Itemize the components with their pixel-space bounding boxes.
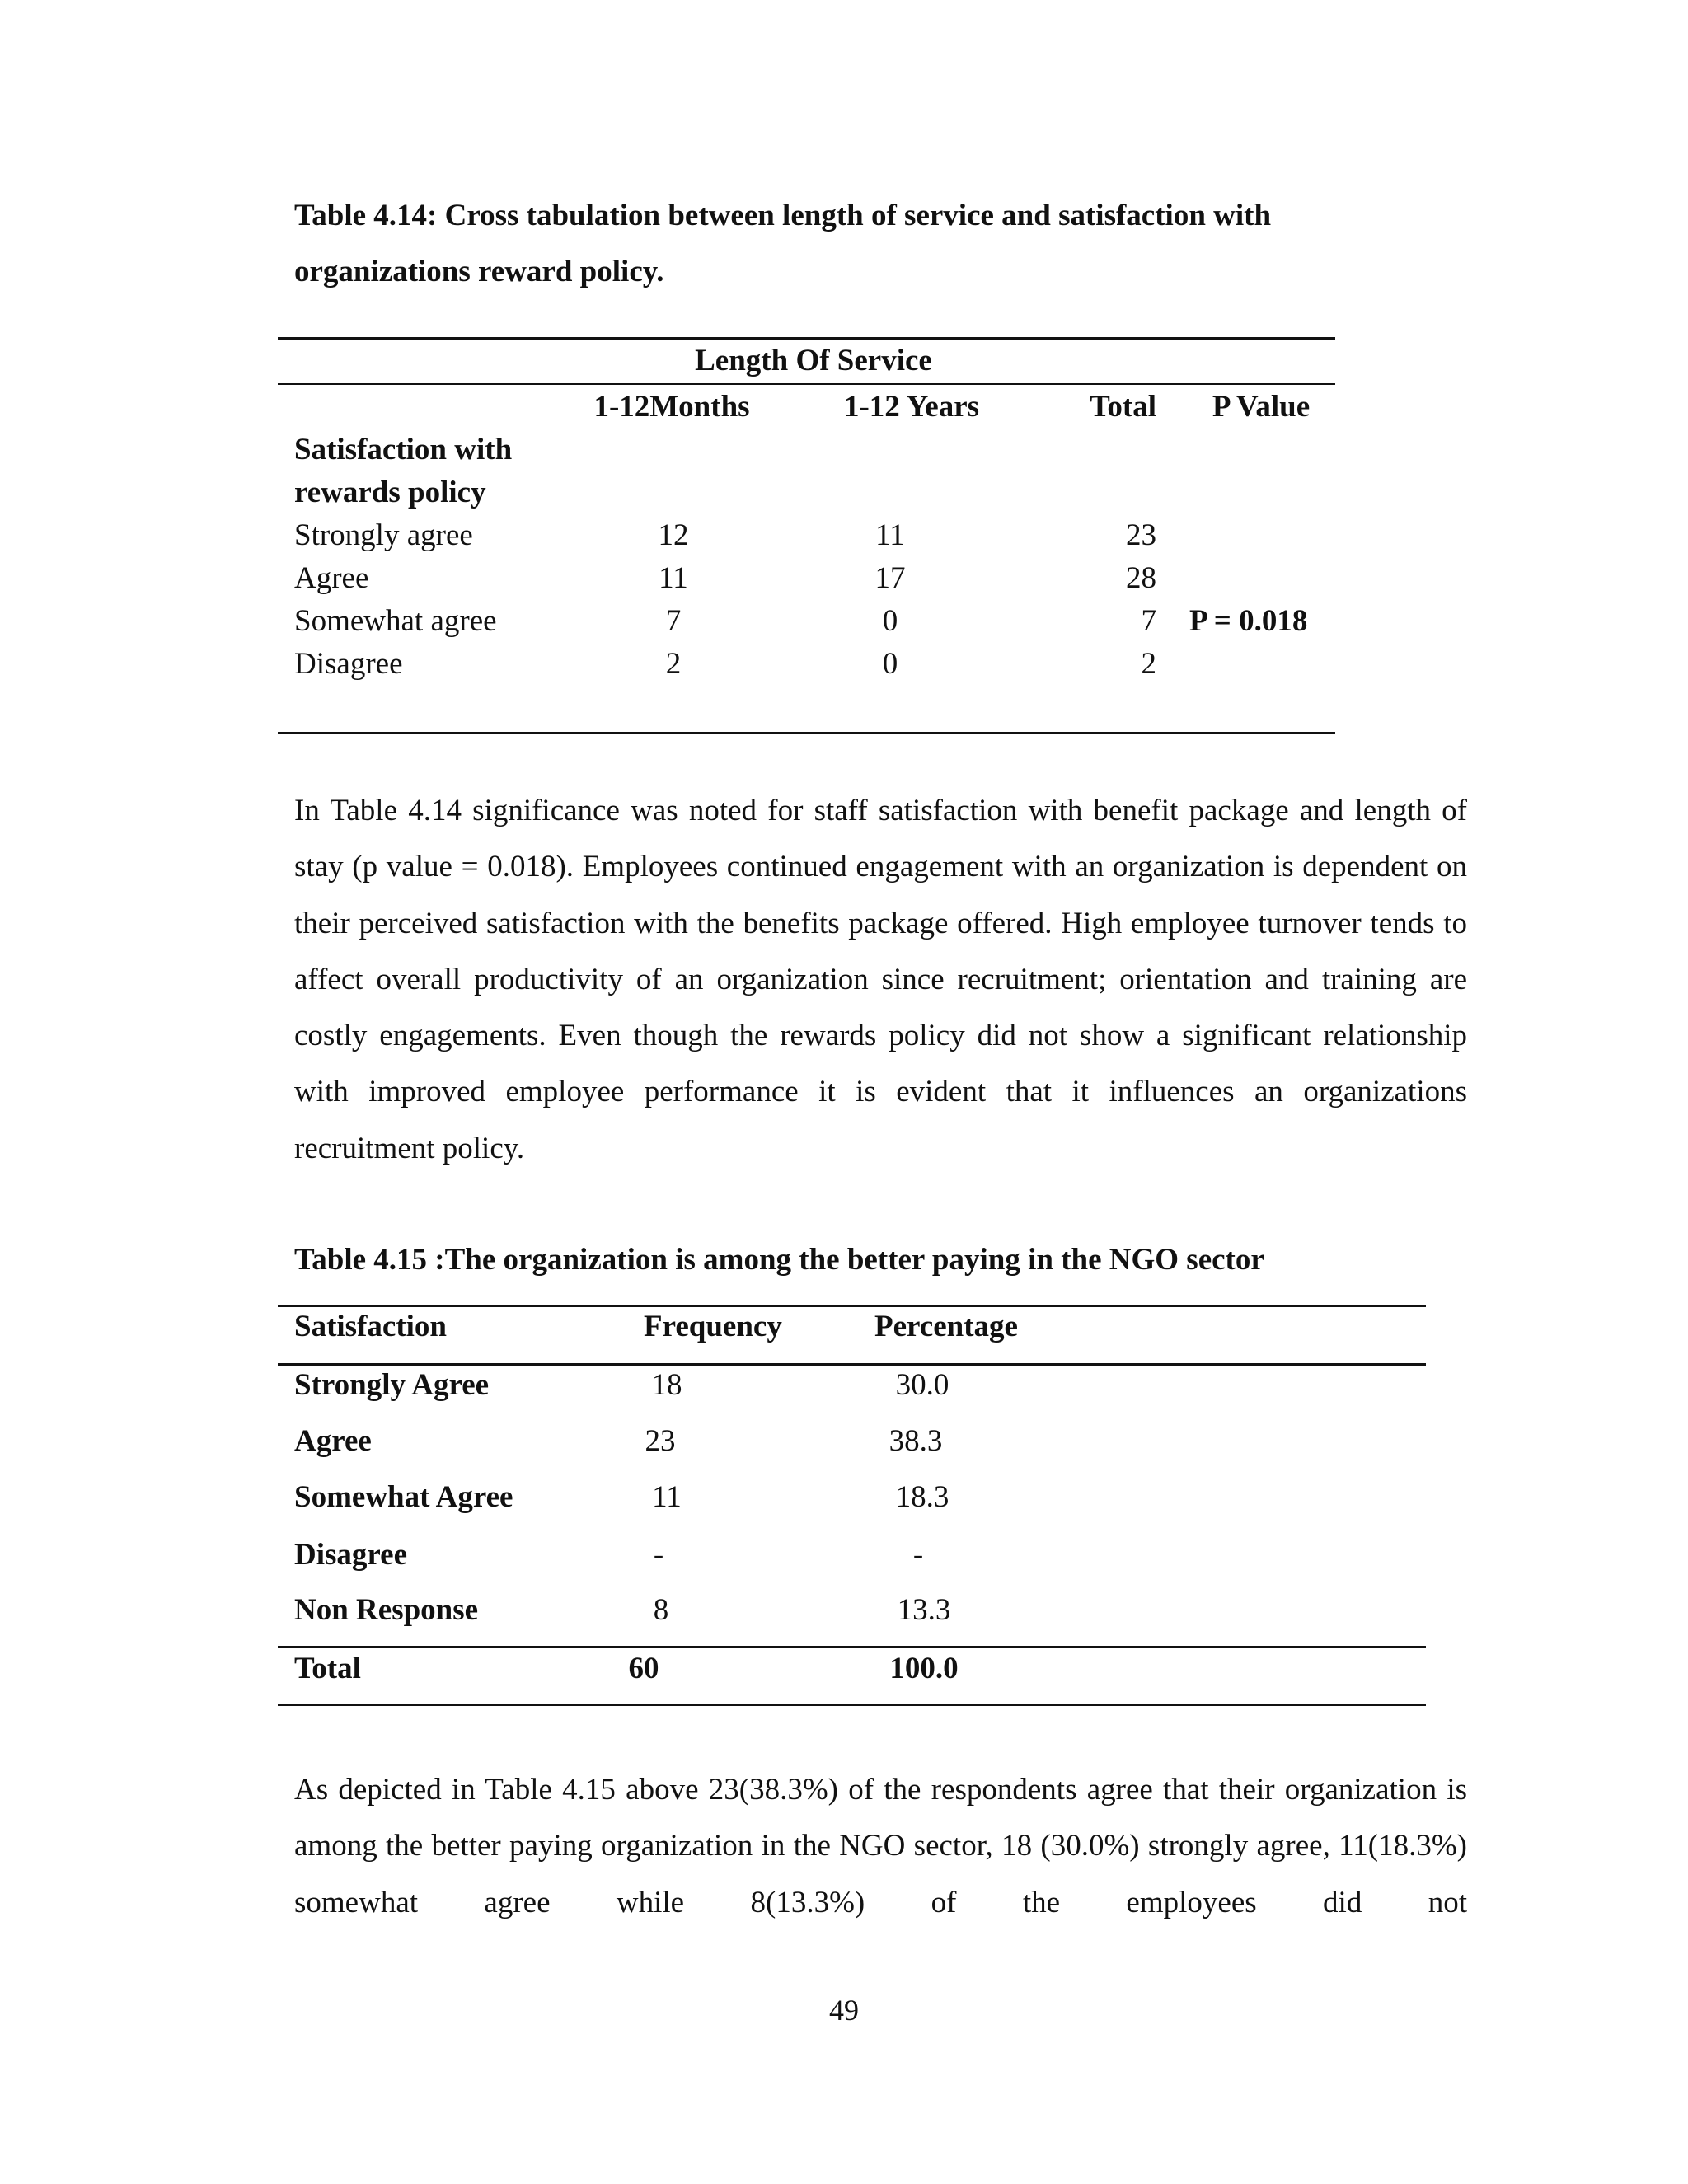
- col-header-frequency: Frequency: [644, 1310, 782, 1343]
- table-cell-months: 7: [665, 604, 682, 638]
- table-4-14-caption-line1: Table 4.14: Cross tabulation between length of service and satisfaction with: [294, 199, 1272, 232]
- table-cell-years: 0: [882, 604, 898, 638]
- table-cell-months: 12: [658, 518, 689, 552]
- table-cell-frequency: 11: [652, 1480, 682, 1514]
- body-paragraph-2: [294, 1762, 1467, 1931]
- table-cell-frequency: -: [653, 1538, 664, 1572]
- paragraph-text: As depicted in Table 4.15 above 23(38.3%) of the respondents agree that their organization is among the better paying organization in the NGO sector, 18 (30.0%) strongly agree, 11(18.3%) somewhat agree while 8(13.3%) of the employees did not: [294, 1773, 1467, 1919]
- table-4-15-caption-line: Table 4.15 :The organization is among the better paying in the NGO sector: [294, 1243, 1264, 1277]
- table-cell-years: 17: [874, 561, 906, 595]
- table-cell-years: 0: [882, 647, 898, 681]
- col-header-percentage: Percentage: [874, 1310, 1018, 1343]
- table-cell-frequency: 18: [651, 1368, 682, 1402]
- table-4-14-header-rule: [278, 383, 1335, 385]
- table-4-14-caption-line2: organizations reward policy.: [294, 255, 664, 288]
- p-value: P = 0.018: [1189, 604, 1308, 638]
- table-cell-total: 2: [1141, 647, 1156, 681]
- col-header-months: 1-12Months: [593, 390, 750, 424]
- table-4-15-header-rule: [278, 1363, 1426, 1366]
- table-cell-percentage: 30.0: [895, 1368, 950, 1402]
- table-cell-percentage: 13.3: [897, 1593, 951, 1627]
- table-4-14-caption: [294, 188, 1448, 300]
- table-row-label: Somewhat agree: [294, 604, 497, 638]
- total-frequency: 60: [628, 1652, 659, 1685]
- table-4-15-bottom-rule: [278, 1704, 1426, 1706]
- table-cell-months: 2: [665, 647, 682, 681]
- table-cell-total: 28: [1126, 561, 1156, 595]
- page-number: 49: [829, 1994, 859, 2027]
- table-cell-total: 23: [1126, 518, 1156, 552]
- col-header-years: 1-12 Years: [843, 390, 980, 424]
- table-cell-frequency: 23: [645, 1424, 676, 1458]
- col-header-total: Total: [1090, 390, 1156, 424]
- table-cell-percentage: 38.3: [889, 1424, 943, 1458]
- table-cell-percentage: -: [912, 1538, 924, 1572]
- table-row-label: Disagree: [294, 1538, 407, 1572]
- table-row-label: Non Response: [294, 1593, 479, 1627]
- table-row-label: Agree: [294, 1424, 372, 1458]
- row-header-line2: rewards policy: [294, 476, 486, 509]
- table-row-label: Strongly agree: [294, 518, 473, 552]
- table-4-15-top-rule: [278, 1305, 1426, 1307]
- table-cell-frequency: 8: [653, 1593, 669, 1627]
- table-row-label: Agree: [294, 561, 369, 595]
- table-cell-years: 11: [875, 518, 905, 552]
- table-row-label: Disagree: [294, 647, 403, 681]
- table-4-14-top-rule: [278, 337, 1335, 340]
- body-paragraph-1: [294, 783, 1467, 1177]
- col-header-satisfaction: Satisfaction: [294, 1310, 447, 1343]
- col-header-p-value: P Value: [1212, 390, 1311, 424]
- table-4-15-caption: [294, 1232, 1448, 1288]
- table-cell-total: 7: [1141, 604, 1156, 638]
- table-4-14-bottom-rule: [278, 732, 1335, 734]
- table-row-label: Somewhat Agree: [294, 1480, 513, 1514]
- total-label: Total: [294, 1652, 361, 1685]
- table-cell-months: 11: [659, 561, 688, 595]
- total-percentage: 100.0: [889, 1652, 959, 1685]
- paragraph-text: In Table 4.14 significance was noted for staff satisfaction with benefit package and length of stay (p value = 0.018). Employees continued engagement with an organization is dependent on their perceived satisfaction with the benefits package offered. High employee turnover tends to affect overall productivity of an organization since recruitment; orientation and training are costly engagements. Even though the rewards policy did not show a significant relationship with improved employee performance it is evident that it influences an organizations recruitment policy.: [294, 794, 1467, 1165]
- row-header-line1: Satisfaction with: [294, 433, 513, 466]
- table-row-label: Strongly Agree: [294, 1368, 490, 1402]
- group-header-length-of-service: Length Of Service: [695, 344, 932, 377]
- table-cell-percentage: 18.3: [895, 1480, 950, 1514]
- table-4-15-total-rule: [278, 1646, 1426, 1648]
